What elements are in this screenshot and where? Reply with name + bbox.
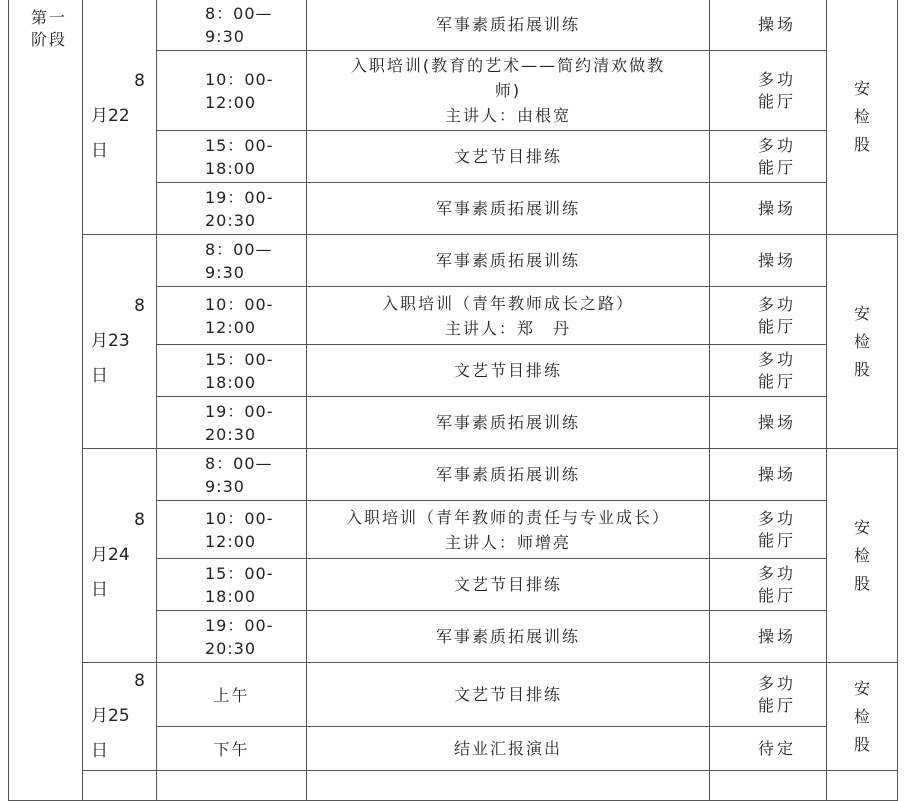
time-label: 15：00-18:00 [205,563,274,606]
schedule-body [9,0,898,801]
time-label: 8：00—9:30 [205,239,273,282]
location-cell [710,611,827,663]
location-label: 待定 [758,738,797,758]
time-label: 下午 [213,740,250,759]
activity-line: 主讲人：师增亮 [444,532,571,552]
time-label: 10：00-12:00 [205,508,274,551]
activity-cell [307,663,710,727]
time-cell [157,611,307,663]
responsible-text: 安检股 [853,303,870,379]
time-cell [157,501,307,559]
location-label: 多功能厅 [758,294,797,336]
location-cell [710,559,827,611]
date-cell [83,235,157,449]
activity-cell [307,611,710,663]
date-part: 月22 [91,106,130,126]
activity-title: 入职培训（青年教师成长之路） [381,293,634,313]
responsible-label [827,300,897,384]
location-label: 多功能厅 [758,508,797,550]
date-part: 8 [134,296,145,316]
time-label: 15：00-18:00 [205,349,274,392]
location-cell [710,51,827,131]
date-part: 8 [134,71,145,91]
time-cell [157,287,307,345]
activity-title: 文艺节目排练 [453,685,562,704]
time-label: 8：00—9:30 [205,453,273,496]
activity-title: 军事素质拓展训练 [435,199,580,218]
session-row [9,663,898,727]
date-label [83,289,153,394]
activity-title: 军事素质拓展训练 [435,251,580,270]
time-cell [157,0,307,51]
activity-title: 军事素质拓展训练 [435,413,580,432]
date-label [83,503,153,608]
activity-cell [307,131,710,183]
activity-title: 文艺节目排练 [453,147,562,166]
responsible-label [827,75,897,159]
location-label: 多功能厅 [758,349,797,391]
activity-cell [307,345,710,397]
location-cell [710,345,827,397]
location-cell [710,131,827,183]
time-label: 15：00-18:00 [205,135,274,178]
responsible-label [827,675,897,759]
activity-cell [307,559,710,611]
time-label: 19：00-20:30 [205,615,274,658]
responsible-text: 安检股 [853,517,870,593]
activity-title: 入职培训(教育的艺术——简约清欢做教 [350,56,666,75]
date-part: 日 [91,366,108,386]
location-label: 多功能厅 [758,135,797,177]
activity-title: 军事素质拓展训练 [435,15,580,34]
activity-title: 军事素质拓展训练 [435,465,580,484]
location-label: 操场 [758,464,797,484]
responsible-text: 安检股 [853,78,870,154]
location-label: 操场 [758,250,797,270]
time-cell [157,663,307,727]
location-label: 操场 [758,198,797,218]
activity-cell [307,235,710,287]
responsible-text: 安检股 [853,678,870,754]
location-label: 操场 [758,626,797,646]
empty-cell [83,771,157,801]
time-label: 19：00-20:30 [205,401,274,444]
location-label: 多功能厅 [758,69,797,111]
activity-cell [307,51,710,131]
date-label [83,664,153,769]
schedule-table [8,0,898,801]
date-part: 日 [91,580,108,600]
date-label [83,64,153,169]
session-row [9,235,898,287]
next-row [9,771,898,801]
activity-title: 入职培训（青年教师的责任与专业成长） [345,507,670,527]
time-label: 上午 [213,686,250,705]
activity-line: 主讲人：郑 丹 [444,318,571,338]
time-cell [157,235,307,287]
responsible-cell [827,663,898,771]
time-cell [157,345,307,397]
location-cell [710,235,827,287]
time-cell [157,183,307,235]
date-part: 月25 [91,706,130,726]
activity-line: 师) [494,81,522,100]
time-label: 10：00-12:00 [205,294,274,337]
location-cell [710,287,827,345]
activity-cell [307,0,710,51]
activity-line: 主讲人：由根宽 [444,106,571,125]
empty-cell [710,771,827,801]
location-label: 操场 [758,412,797,432]
location-cell [710,727,827,771]
date-cell [83,0,157,235]
activity-title: 结业汇报演出 [453,739,562,758]
date-part: 8 [134,671,145,691]
activity-cell [307,397,710,449]
stage-label: 第一阶段 [31,8,68,49]
time-label: 8：00—9:30 [205,3,273,46]
time-label: 10：00-12:00 [205,69,274,112]
date-part: 日 [91,141,108,161]
location-cell [710,183,827,235]
activity-title: 军事素质拓展训练 [435,627,580,646]
time-label: 19：00-20:30 [205,187,274,230]
session-row [9,449,898,501]
empty-cell [157,771,307,801]
location-cell [710,0,827,51]
responsible-label [827,514,897,598]
empty-cell [827,771,898,801]
responsible-cell [827,449,898,663]
time-cell [157,559,307,611]
date-cell [83,449,157,663]
activity-title: 文艺节目排练 [453,361,562,380]
location-label: 多功能厅 [758,563,797,605]
date-part: 月23 [91,331,130,351]
location-cell [710,449,827,501]
activity-title: 文艺节目排练 [453,575,562,594]
time-cell [157,727,307,771]
empty-cell [307,771,710,801]
activity-cell [307,287,710,345]
activity-cell [307,727,710,771]
time-cell [157,51,307,131]
activity-cell [307,501,710,559]
session-row [9,0,898,51]
date-part: 8 [134,510,145,530]
location-cell [710,501,827,559]
responsible-cell [827,0,898,235]
location-label: 多功能厅 [758,673,797,715]
location-cell [710,663,827,727]
location-cell [710,397,827,449]
location-label: 操场 [758,14,797,34]
date-part: 月24 [91,545,130,565]
time-cell [157,131,307,183]
date-cell [83,663,157,771]
stage-cell [9,0,83,801]
time-cell [157,449,307,501]
date-part: 日 [91,741,108,761]
activity-cell [307,183,710,235]
responsible-cell [827,235,898,449]
time-cell [157,397,307,449]
activity-cell [307,449,710,501]
